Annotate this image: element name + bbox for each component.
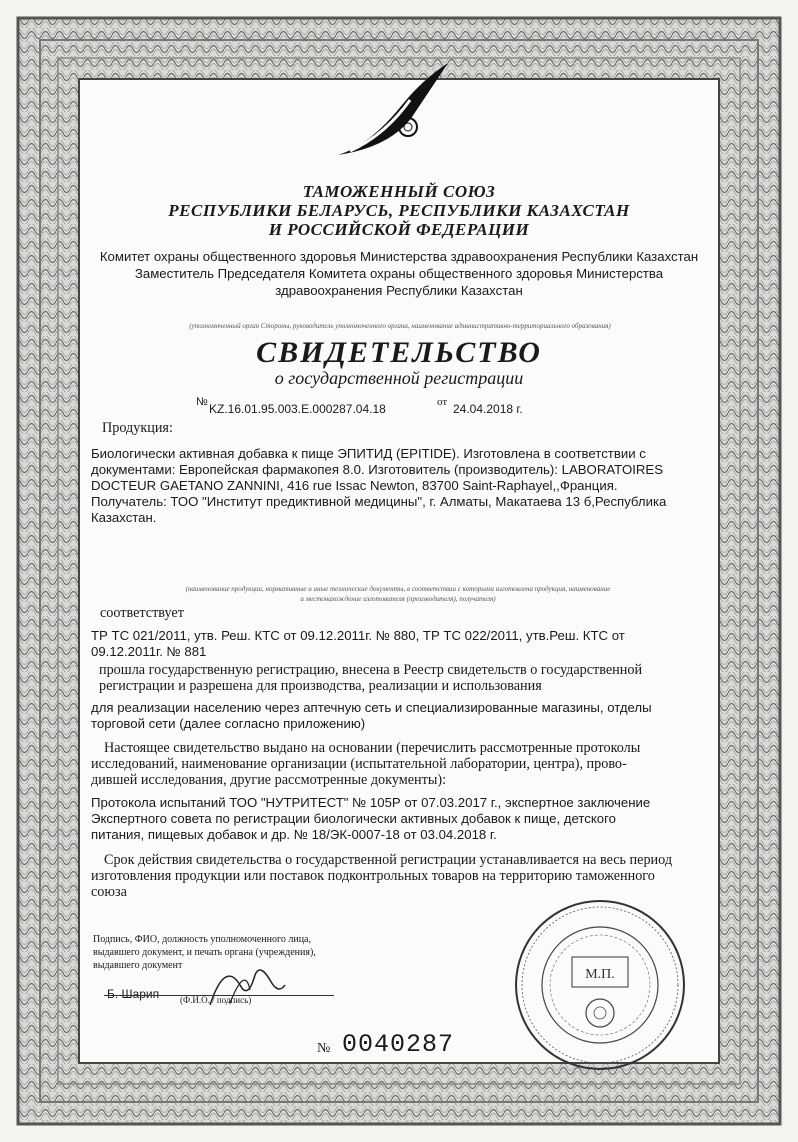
conformity-line2: 09.12.2011г. № 881 — [91, 644, 207, 659]
fio-caption: (Ф.И.О. / подпись) — [180, 995, 252, 1005]
product-line2: документами: Европейская фармакопея 8.0. Изготовитель (производитель): LABORATOIRES — [91, 462, 664, 477]
product-caption1: (наименование продукции, нормативные и иные технические документы, в соответствии с которыми изготовлена продукция, наименование — [185, 585, 611, 593]
basis-line3: дившей исследования, другие рассмотренные документы): — [91, 772, 447, 788]
union-title-line1: ТАМОЖЕННЫЙ СОЮЗ — [302, 182, 496, 201]
product-line5: Казахстан. — [91, 510, 157, 525]
serial-label: № — [317, 1041, 331, 1056]
product-line4: Получатель: ТОО "Институт предиктивной медицины", г. Алматы, Макатаева 13 б,Республика — [91, 494, 667, 509]
authority-line2: Заместитель Председателя Комитета охраны общественного здоровья Министерства — [134, 266, 664, 281]
product-caption2: и местонахождение изготовителя (производителя), получателя) — [300, 595, 496, 603]
conformity-label: соответствует — [100, 605, 184, 621]
union-title-line2: РЕСПУБЛИКИ БЕЛАРУСЬ, РЕСПУБЛИКИ КАЗАХСТАН — [168, 201, 630, 220]
protocols-line1: Протокола испытаний ТОО "НУТРИТЕСТ" № 105Р от 07.03.2017 г., экспертное заключение — [91, 795, 651, 810]
product-label: Продукция: — [102, 420, 173, 436]
registration-date: 24.04.2018 г. — [453, 402, 523, 416]
usage-line2: торговой сети (далее согласно приложению) — [91, 716, 366, 731]
basis-line2: исследований, наименование организации (испытательной лаборатории, центра), прово- — [91, 756, 627, 772]
protocols-line2: Экспертного совета по регистрации биологически активных добавок к пище, детского — [91, 811, 616, 826]
document-title: СВИДЕТЕЛЬСТВО — [256, 336, 542, 369]
validity-line2: изготовления продукции или поставок подконтрольных товаров на территорию таможенного — [91, 868, 655, 884]
signature-caption2: выдавшего документ, и печать органа (учреждения), — [93, 947, 316, 958]
product-line3: DOCTEUR GAETANO ZANNINI, 416 rue Issac Newton, 83700 Saint-Raphayel,,Франция. — [91, 478, 618, 493]
conformity-line1: ТР ТС 021/2011, утв. Реш. КТС от 09.12.2011г. № 880, ТР ТС 022/2011, утв.Реш. КТС от — [91, 628, 625, 643]
authority-line3: здравоохранения Республики Казахстан — [275, 283, 523, 298]
authority-caption: (уполномоченный орган Стороны, руководитель уполномоченного органа, наименование административно-территориального образования) — [189, 322, 611, 330]
registration-number-label: № — [196, 396, 208, 408]
basis-line1: Настоящее свидетельство выдано на основании (перечислить рассмотренные протоколы — [104, 740, 641, 756]
svg-text:M.П.: M.П. — [585, 967, 615, 982]
protocols-line3: питания, пищевых добавок и др. № 18/ЭК-0007-18 от 03.04.2018 г. — [91, 827, 497, 842]
signature-caption1: Подпись, ФИО, должность уполномоченного лица, — [93, 934, 311, 945]
document-subtitle: о государственной регистрации — [274, 368, 524, 388]
signatory-name: Б. Шарип — [107, 987, 160, 1001]
product-line1: Биологически активная добавка к пище ЭПИТИД (EPITIDE). Изготовлена в соответствии с — [91, 446, 646, 461]
signature-caption3: выдавшего документ — [93, 960, 183, 971]
registration-statement-line2: регистрации и разрешена для производства, реализации и использования — [99, 678, 542, 694]
union-emblem-icon — [330, 55, 460, 165]
registration-number: KZ.16.01.95.003.Е.000287.04.18 — [209, 402, 386, 416]
usage-line1: для реализации населению через аптечную сеть и специализированные магазины, отделы — [91, 700, 652, 715]
official-stamp-icon — [510, 895, 690, 1075]
serial-number: 0040287 — [342, 1030, 455, 1059]
registration-statement-line1: прошла государственную регистрацию, внесена в Реестр свидетельств о государственной — [99, 662, 643, 678]
validity-line1: Срок действия свидетельства о государственной регистрации устанавливается на весь период — [104, 852, 673, 868]
validity-line3: союза — [91, 884, 127, 900]
registration-date-label: от — [437, 396, 448, 408]
union-title-line3: И РОССИЙСКОЙ ФЕДЕРАЦИИ — [268, 220, 530, 239]
authority-line1: Комитет охраны общественного здоровья Министерства здравоохранения Республики Казахстан — [99, 249, 699, 264]
